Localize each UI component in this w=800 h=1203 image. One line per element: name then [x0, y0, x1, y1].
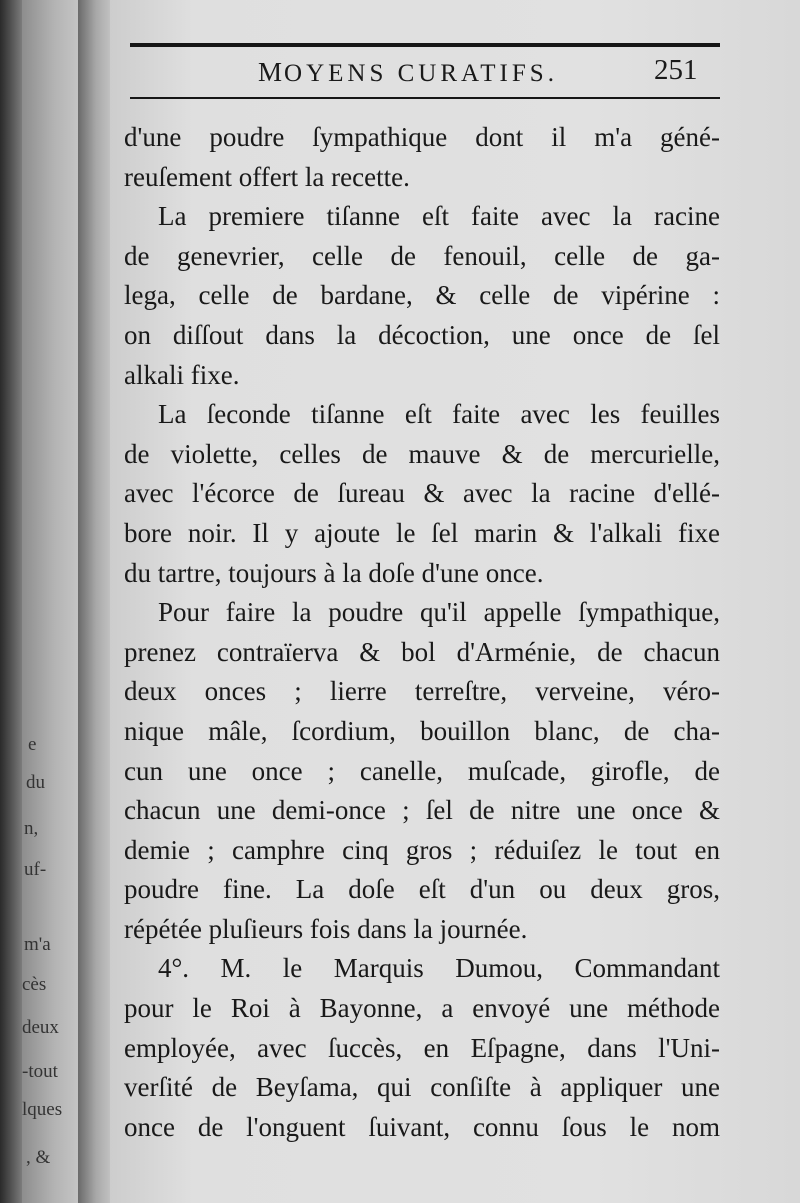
text-line: pour le Roi à Bayonne, a envoyé une méthode [124, 993, 720, 1024]
facing-page-fragment: deux [22, 1017, 59, 1038]
text-line: prenez contraïerva & bol d'Arménie, de chacun [124, 636, 720, 667]
text-line: on diſſout dans la décoction, une once de ſel [124, 319, 720, 350]
header-rule-top [130, 43, 720, 47]
text-line: 4°. M. le Marquis Dumou, Commandant [158, 953, 720, 984]
text-line: de genevrier, celle de fenouil, celle de ga- [124, 240, 720, 271]
running-head-text: OYENS CURATIFS. [284, 60, 558, 87]
text-line: d'une poudre ſympathique dont il m'a géné- [124, 122, 720, 152]
text-line: Pour faire la poudre qu'il appelle ſympathique, [158, 597, 720, 628]
facing-page-fragment: , & [26, 1147, 51, 1168]
facing-page-fragment: lques [22, 1099, 63, 1120]
facing-page-fragment: m'a [24, 934, 51, 955]
facing-page-fragment: du [26, 772, 45, 793]
facing-page-edge [22, 0, 80, 1203]
page-body-text [124, 118, 720, 1147]
text-line: La premiere tiſanne eſt faite avec la racine [158, 201, 720, 232]
text-line: lega, celle de bardane, & celle de vipérine : [124, 280, 720, 311]
facing-page-fragment: -tout [22, 1061, 58, 1082]
text-line: nique mâle, ſcordium, bouillon blanc, de cha- [124, 715, 720, 746]
page-number: 251 [654, 54, 698, 86]
text-line: avec l'écorce de ſureau & avec la racine d'ellé- [124, 478, 720, 509]
text-line: demie ; camphre cinq gros ; réduiſez le tout en [124, 834, 720, 865]
text-line: poudre fine. La doſe eſt d'un ou deux gros, [124, 874, 720, 905]
running-head [258, 57, 558, 88]
running-head-initial: M [258, 57, 285, 87]
text-line: La ſeconde tiſanne eſt faite avec les feuilles [158, 399, 720, 430]
text-line: chacun une demi-once ; ſel de nitre une once & [124, 795, 720, 826]
text-line: cun une once ; canelle, muſcade, girofle, de [124, 755, 720, 786]
facing-page-fragment: cès [22, 974, 47, 995]
text-line: reuſement offert la recette. [124, 161, 410, 192]
text-line: employée, avec ſuccès, en Eſpagne, dans l'Uni- [124, 1032, 720, 1063]
text-line: alkali fixe. [124, 359, 240, 390]
facing-page-fragment: n, [24, 818, 39, 839]
header-rule-bottom [130, 97, 720, 99]
text-line: de violette, celles de mauve & de mercurielle, [124, 438, 720, 469]
facing-page-fragment: e [28, 734, 37, 755]
text-line: du tartre, toujours à la doſe d'une once. [124, 557, 544, 588]
text-line: deux onces ; lierre terreſtre, verveine, véro- [124, 676, 720, 707]
text-line: bore noir. Il y ajoute le ſel marin & l'alkali fixe [124, 517, 720, 548]
text-line: once de l'onguent ſuivant, connu ſous le nom [124, 1111, 720, 1142]
text-line: verſité de Beyſama, qui conſiſte à appliquer une [124, 1072, 720, 1103]
facing-page-fragment: uf- [24, 859, 47, 880]
book-spine-shadow [0, 0, 22, 1203]
text-line: répétée pluſieurs fois dans la journée. [124, 913, 528, 944]
